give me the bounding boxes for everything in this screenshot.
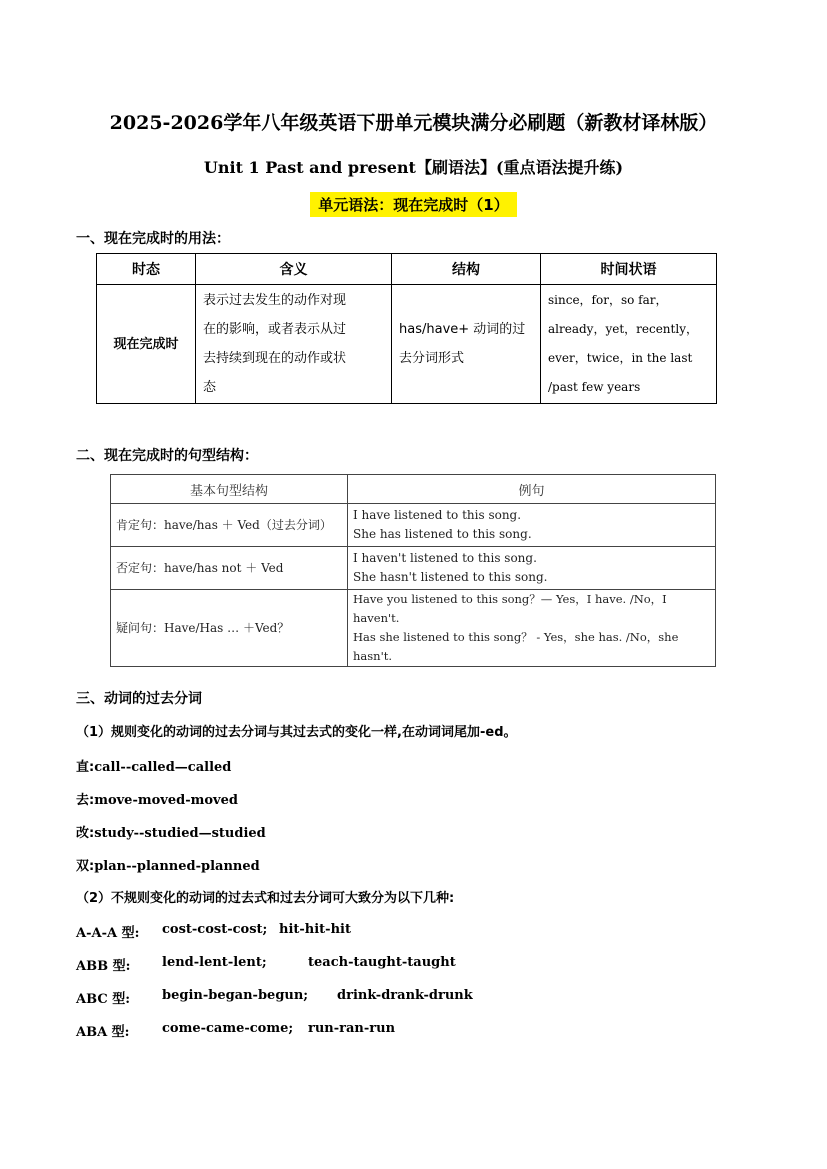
table-row xyxy=(111,504,716,547)
usage-table xyxy=(96,253,717,404)
adverbials-cell xyxy=(541,285,717,404)
examples-affirmative xyxy=(348,504,716,547)
example-text: move-moved-moved xyxy=(94,793,238,808)
pattern-type: ABA 型: xyxy=(76,1025,130,1040)
meaning-line: 在的影响，或者表示从过 xyxy=(203,322,347,337)
adverbial-line: since，for，so far， xyxy=(548,293,668,307)
section2-heading: 二、现在完成时的句型结构： xyxy=(76,448,258,464)
sentence-structure-table xyxy=(110,474,716,667)
examples-negative xyxy=(348,547,716,590)
header-adverbials: 时间状语 xyxy=(541,254,717,285)
meaning-line: 表示过去发生的动作对现 xyxy=(203,293,347,308)
adverbial-line: /past few years xyxy=(548,380,641,394)
example-line: She has listened to this song. xyxy=(353,527,532,541)
examples-question xyxy=(348,590,716,667)
example-label: 双: xyxy=(76,859,95,874)
structure-question: 疑问句：Have/Has … ＋Ved？ xyxy=(111,590,348,667)
page-subtitle: Unit 1 Past and present【刷语法】(重点语法提升练) xyxy=(203,158,624,177)
adverbial-line: ever，twice，in the last xyxy=(548,351,693,365)
pattern-example: begin-began-begun; xyxy=(162,988,309,1003)
regular-example-4 xyxy=(76,855,260,874)
example-line: She hasn't listened to this song. xyxy=(353,570,548,584)
example-line: I haven't listened to this song. xyxy=(353,551,537,565)
highlight-banner xyxy=(0,192,827,217)
example-line: Have you listened to this song？— Yes，I have. /No，I haven't. xyxy=(353,592,667,625)
example-text: call--called—called xyxy=(94,760,232,775)
pattern-example: cost-cost-cost; xyxy=(162,922,268,937)
meaning-line: 态 xyxy=(203,380,217,395)
rule-regular: （1）规则变化的动词的过去分词与其过去式的变化一样,在动词词尾加-ed。 xyxy=(76,725,517,740)
structure-cell xyxy=(392,285,541,404)
rule-irregular: （2）不规则变化的动词的过去式和过去分词可大致分为以下几种: xyxy=(76,891,455,906)
pattern-type: ABC 型: xyxy=(76,992,130,1007)
meaning-line: 去持续到现在的动作或状 xyxy=(203,351,347,366)
adverbial-line: already，yet，recently， xyxy=(548,322,698,336)
unit-grammar-label: 单元语法：现在完成时（1） xyxy=(310,192,516,217)
pattern-example: drink-drank-drunk xyxy=(337,988,473,1003)
example-label: 改: xyxy=(76,826,95,841)
meaning-cell xyxy=(196,285,392,404)
header-meaning: 含义 xyxy=(196,254,392,285)
pattern-example: lend-lent-lent; xyxy=(162,955,267,970)
example-line: Has she listened to this song？ - Yes，she has. /No，she hasn't. xyxy=(353,630,679,663)
structure-line: 去分词形式 xyxy=(399,351,465,366)
header-tense: 时态 xyxy=(97,254,196,285)
regular-example-3 xyxy=(76,822,266,841)
pattern-type: A-A-A 型: xyxy=(76,926,140,941)
tense-cell: 现在完成时 xyxy=(97,285,196,404)
section3-heading: 三、动词的过去分词 xyxy=(76,691,202,707)
regular-example-2 xyxy=(76,789,238,808)
pattern-example: come-came-come; xyxy=(162,1021,294,1036)
pattern-example: teach-taught-taught xyxy=(308,955,456,970)
section1-heading: 一、现在完成时的用法： xyxy=(76,231,230,247)
table-row xyxy=(111,590,716,667)
header-basic-structure: 基本句型结构 xyxy=(111,475,348,504)
example-label: 直: xyxy=(76,760,95,775)
structure-negative: 否定句：have/has not ＋ Ved xyxy=(111,547,348,590)
header-examples: 例句 xyxy=(348,475,716,504)
example-line: I have listened to this song. xyxy=(353,508,522,522)
pattern-example: run-ran-run xyxy=(308,1021,396,1036)
header-structure: 结构 xyxy=(392,254,541,285)
regular-example-1 xyxy=(76,756,231,775)
structure-affirmative: 肯定句：have/has ＋ Ved（过去分词） xyxy=(111,504,348,547)
page-title: 2025-2026学年八年级英语下册单元模块满分必刷题（新教材译林版） xyxy=(109,112,718,134)
structure-line: has/have+ 动词的过 xyxy=(399,322,526,337)
table-row xyxy=(111,547,716,590)
pattern-type: ABB 型: xyxy=(76,959,131,974)
example-label: 去: xyxy=(76,793,95,808)
pattern-example: hit-hit-hit xyxy=(279,922,351,937)
example-text: plan--planned-planned xyxy=(94,859,260,874)
example-text: study--studied—studied xyxy=(94,826,266,841)
